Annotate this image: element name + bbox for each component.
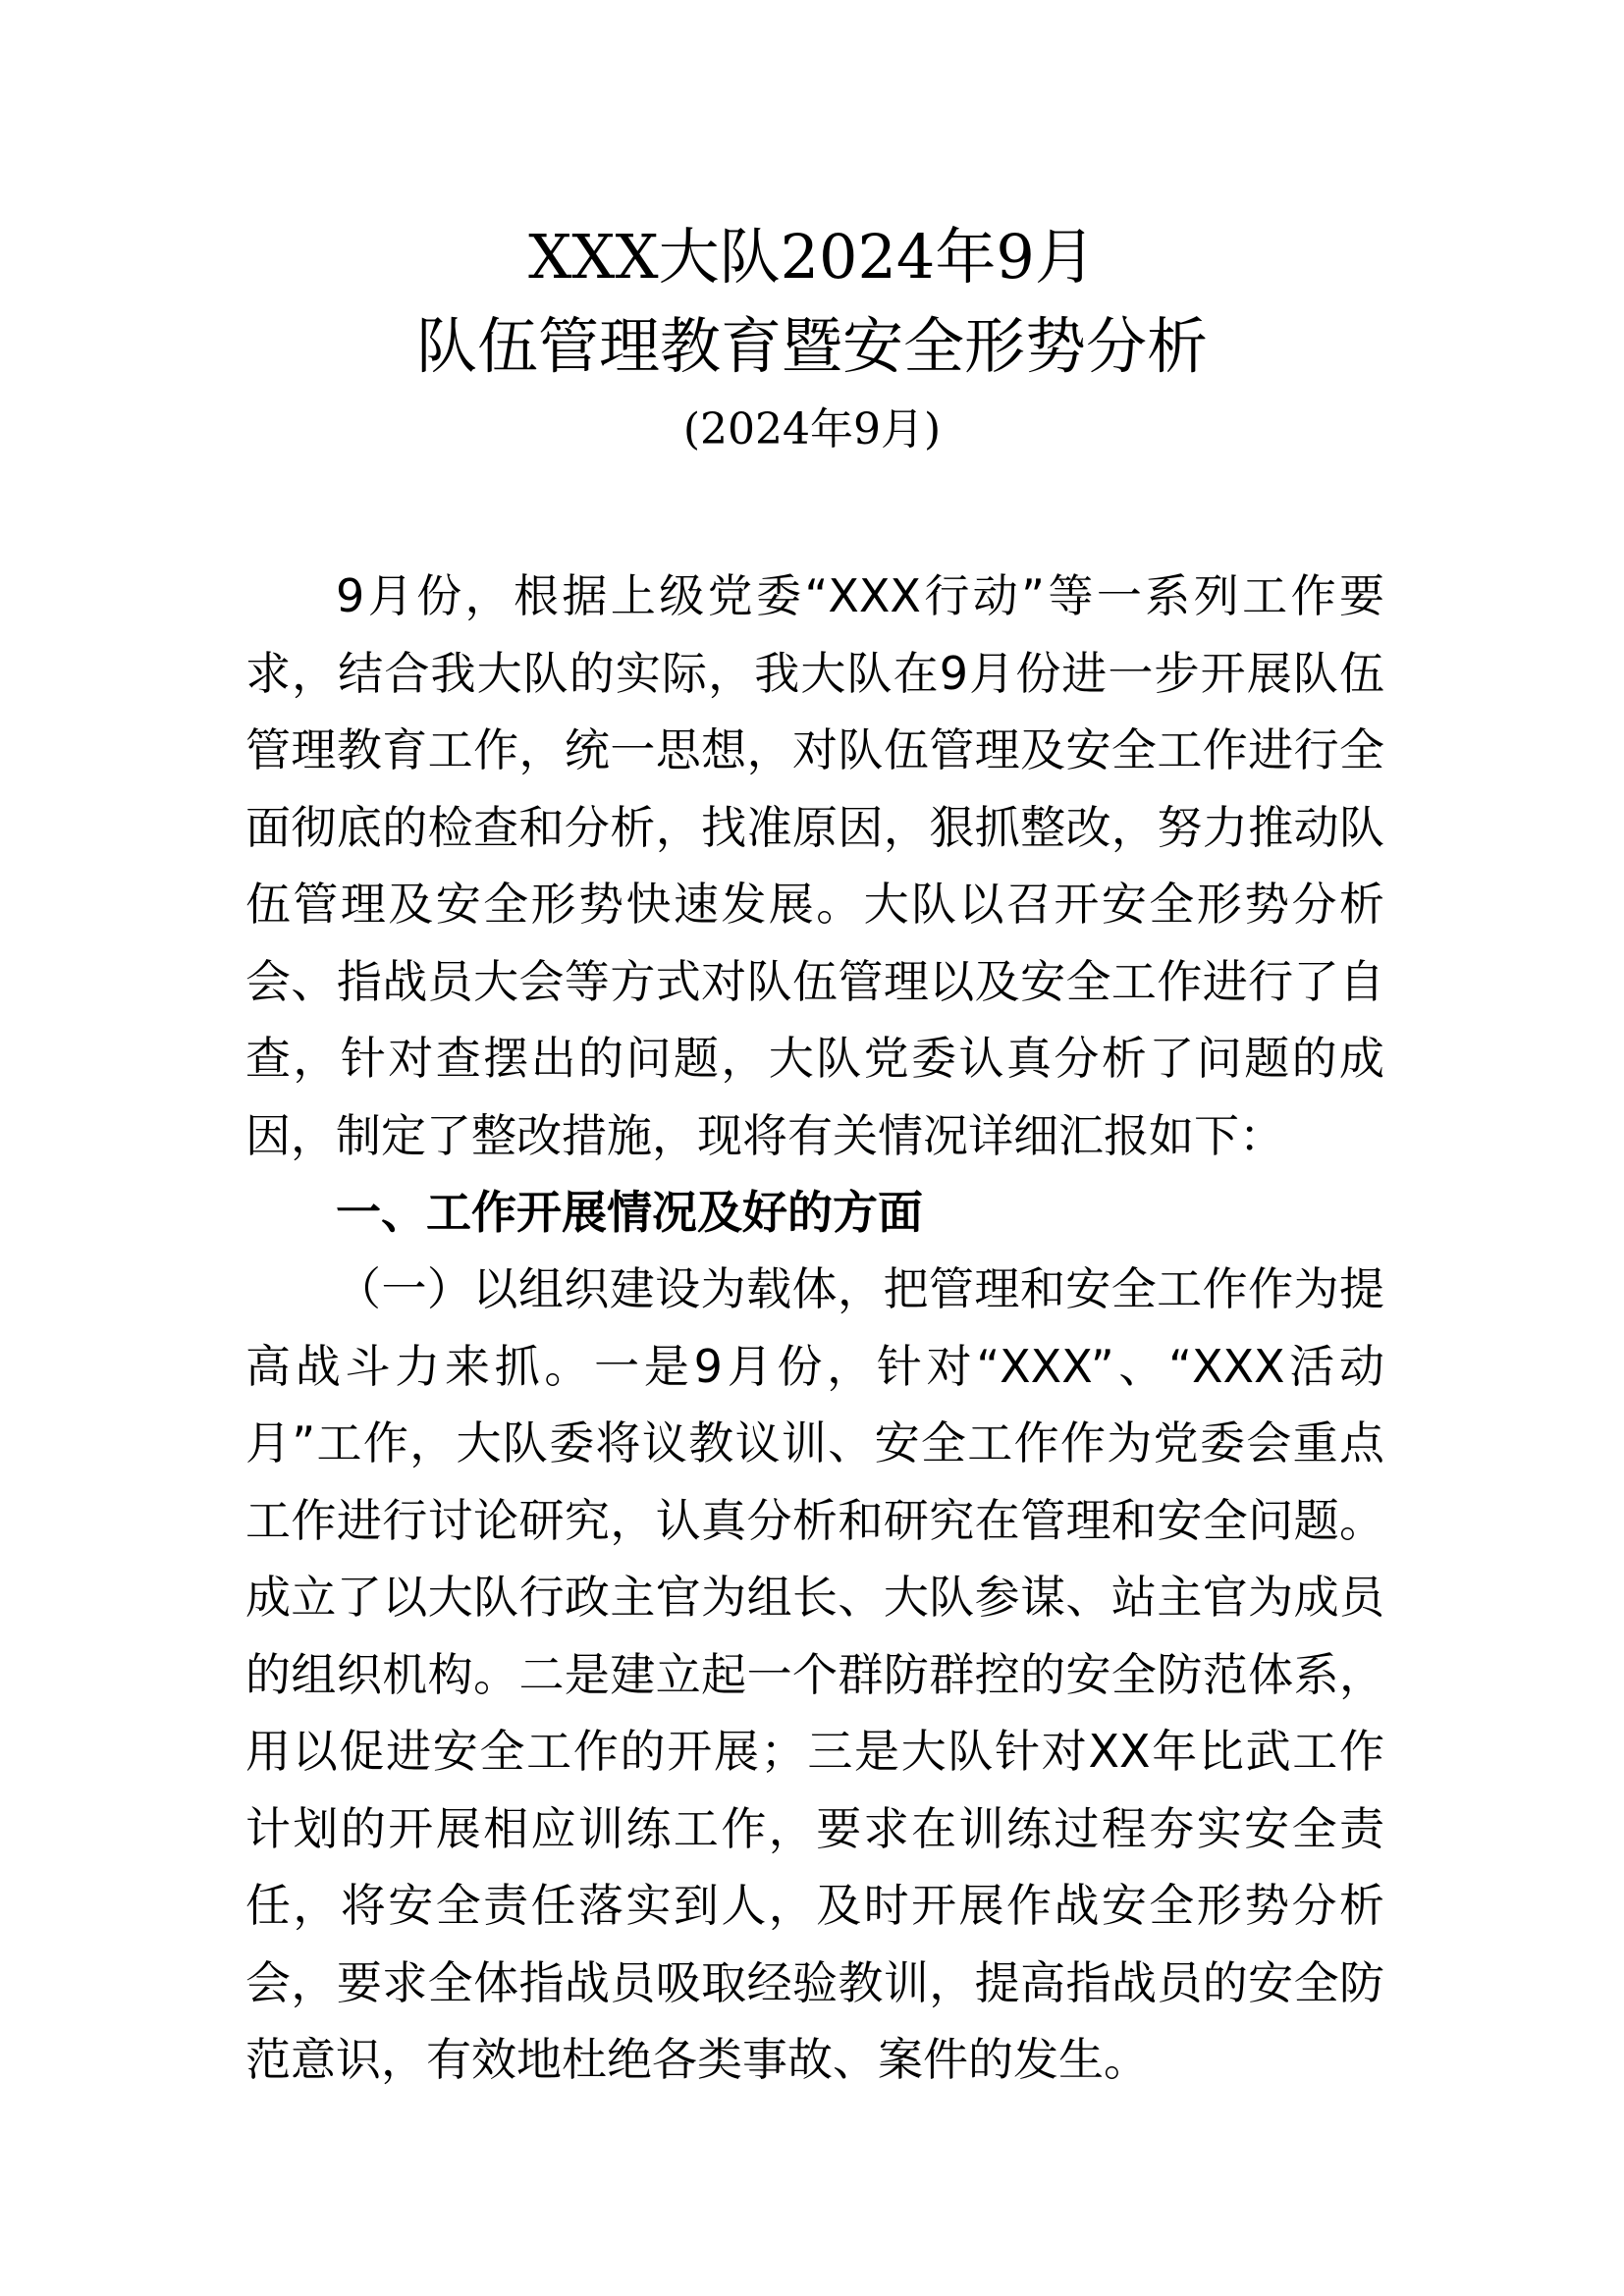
document-date-subtitle: (2024年9月) <box>682 404 942 454</box>
intro-paragraph: 9月份，根据上级党委“XXX行动”等一系列工作要求，结合我大队的实际，我大队在9月份进一步开展队伍管理教育工作，统一思想，对队伍管理及安全工作进行全面彻底的检查和分析，找准原因，狠抓整改，努力推动队伍管理及安全形势快速发展。大队以召开安全形势分析会、指战员大会等方式对队伍管理以及安全工作进行了自查，针对查摆出的问题，大队党委认真分析了问题的成因，制定了整改措施，现将有关情况详细汇报如下： <box>245 569 1384 1162</box>
document-title-line-2: 队伍管理教育暨安全形势分析 <box>415 310 1208 382</box>
document-title-line-1: XXX大队2024年9月 <box>528 221 1096 293</box>
section-paragraph: （一）以组织建设为载体，把管理和安全工作作为提高战斗力来抓。一是9月份，针对“XXX”、“XXX活动月”工作，大队委将议教议训、安全工作作为党委会重点工作进行讨论研究，认真分析和研究在管理和安全问题。成立了以大队行政主官为组长、大队参谋、站主官为成员的组织机构。二是建立起一个群防群控的安全防范体系，用以促进安全工作的开展；三是大队针对XX年比武工作计划的开展相应训练工作，要求在训练过程夯实安全责任，将安全责任落实到人，及时开展作战安全形势分析会，要求全体指战员吸取经验教训，提高指战员的安全防范意识，有效地杜绝各类事故、案件的发生。 <box>245 1262 1384 2086</box>
section-heading: 一、工作开展情况及好的方面 <box>336 1186 923 1239</box>
